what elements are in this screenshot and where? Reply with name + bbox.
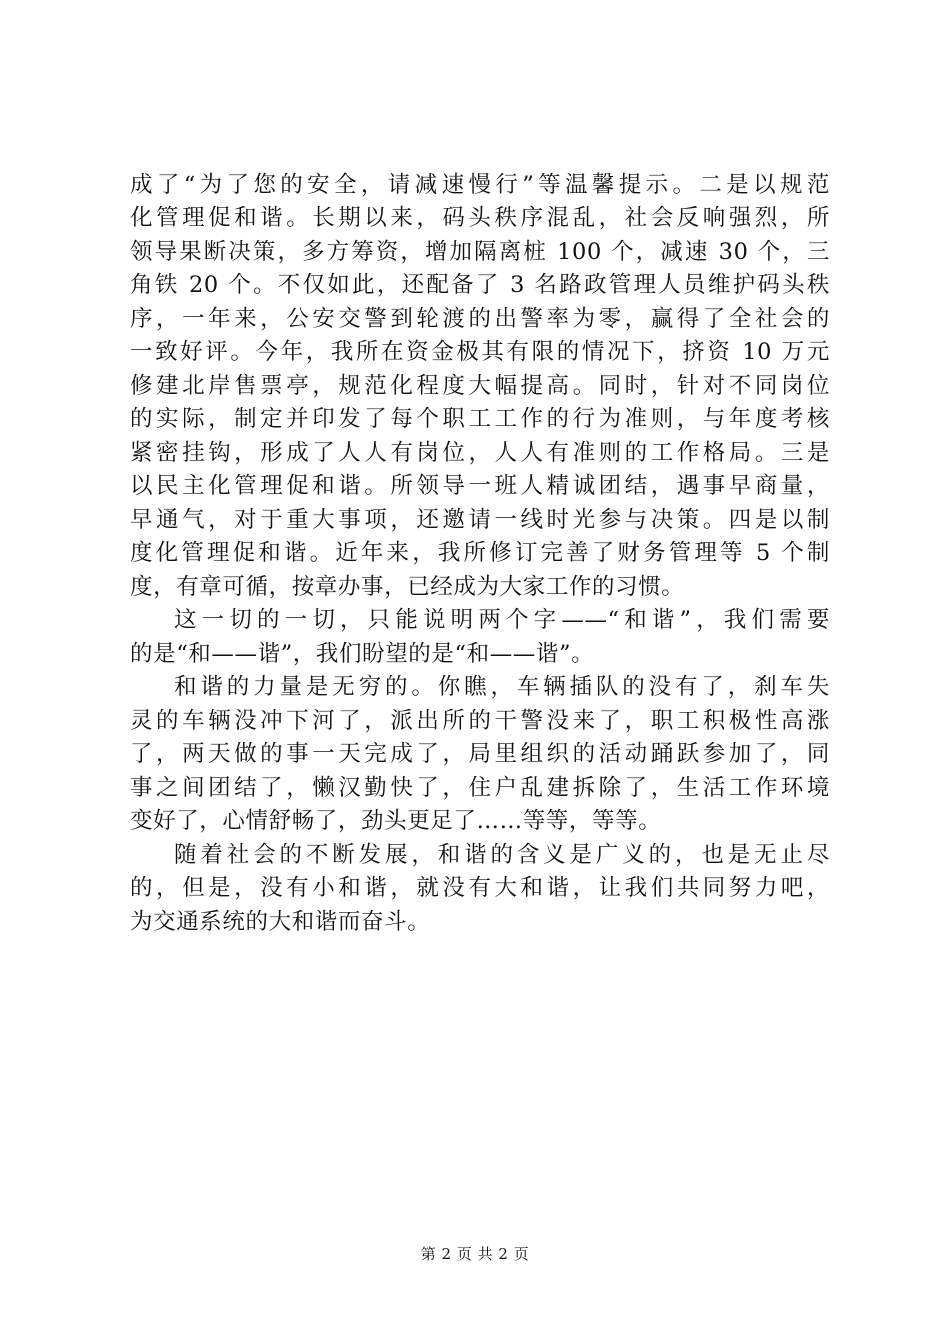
page-footer: 第 2 页 共 2 页 [420, 1245, 530, 1263]
text-line: 随着社会的不断发展，和谐的含义是广义的，也是无止尽 [174, 842, 830, 868]
text-line: 度化管理促和谐。近年来，我所修订完善了财务管理等 5 个制 [130, 540, 830, 566]
text-line: 的，但是，没有小和谐，就没有大和谐，让我们共同努力吧， [130, 875, 830, 901]
text-line: 一致好评。今年，我所在资金极其有限的情况下，挤资 10 万元 [130, 339, 830, 365]
text-line: 为交通系统的大和谐而奋斗。 [130, 909, 431, 935]
text-line: 这一切的一切，只能说明两个字——“和谐”，我们需要 [174, 607, 830, 633]
text-line: 的是“和——谐”，我们盼望的是“和——谐”。 [130, 641, 595, 667]
text-line: 和谐的力量是无穷的。你瞧，车辆插队的没有了，刹车失 [174, 674, 830, 700]
text-line: 度，有章可循，按章办事，已经成为大家工作的习惯。 [130, 574, 685, 600]
text-line: 领导果断决策，多方筹资，增加隔离桩 100 个，减速 30 个，三 [130, 239, 830, 265]
text-line: 事之间团结了，懒汉勤快了，住户乱建拆除了，生活工作环境 [130, 775, 830, 801]
text-line: 紧密挂钩，形成了人人有岗位，人人有准则的工作格局。三是 [130, 440, 830, 466]
text-line: 变好了，心情舒畅了，劲头更足了……等等，等等。 [130, 808, 662, 834]
text-line: 早通气，对于重大事项，还邀请一线时光参与决策。四是以制 [130, 507, 830, 533]
text-line: 序，一年来，公安交警到轮渡的出警率为零，赢得了全社会的 [130, 306, 830, 332]
text-line: 角铁 20 个。不仅如此，还配备了 3 名路政管理人员维护码头秩 [130, 272, 830, 298]
text-line: 修建北岸售票亭，规范化程度大幅提高。同时，针对不同岗位 [130, 373, 830, 399]
text-line: 化管理促和谐。长期以来，码头秩序混乱，社会反响强烈，所 [130, 205, 830, 231]
text-line: 的实际，制定并印发了每个职工工作的行为准则，与年度考核 [130, 406, 830, 432]
text-line: 成了“为了您的安全，请减速慢行”等温馨提示。二是以规范 [130, 172, 830, 198]
text-line: 以民主化管理促和谐。所领导一班人精诚团结，遇事早商量， [130, 473, 830, 499]
text-line: 了，两天做的事一天完成了，局里组织的活动踊跃参加了，同 [130, 741, 830, 767]
text-line: 灵的车辆没冲下河了，派出所的干警没来了，职工积极性高涨 [130, 708, 830, 734]
